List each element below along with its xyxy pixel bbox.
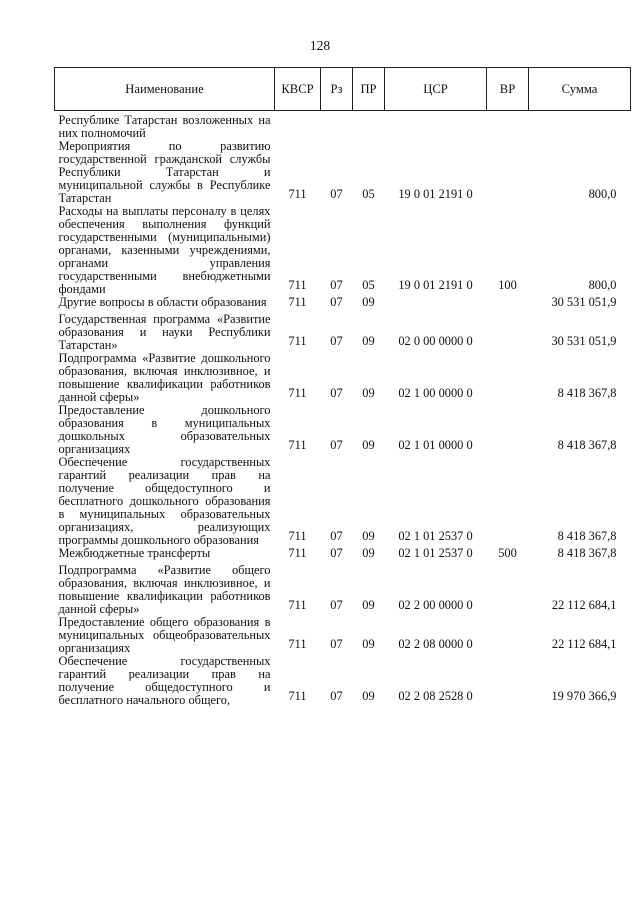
row-pr: 09 [362, 546, 375, 560]
row-pr: 05 [362, 278, 375, 292]
row-rz: 07 [330, 438, 343, 452]
row-pr: 09 [362, 295, 375, 309]
table-row [55, 564, 631, 616]
row-name: Обеспечение государственных гарантий реализации прав на получение общедоступного и бесплатного начального общего, [58, 654, 271, 707]
row-sum: 30 531 051,9 [551, 295, 617, 309]
row-name: Государственная программа «Развитие образования и науки Республики Татарстан» [58, 312, 271, 352]
row-rz: 07 [330, 334, 343, 348]
row-rz: 07 [330, 637, 343, 651]
row-pr [353, 111, 385, 141]
row-kvsr: 711 [288, 187, 307, 201]
row-csr: 02 1 00 0000 0 [398, 386, 473, 400]
table-row [55, 655, 631, 707]
row-sum: 22 112 684,1 [551, 637, 617, 651]
table-header [55, 68, 631, 111]
column-header-name: Наименование [55, 68, 275, 111]
row-name: Мероприятия по развитию государственной гражданской службы Республики Татарстан и муниципальной службы в Республике Татарстан [58, 139, 271, 205]
row-pr: 05 [362, 187, 375, 201]
row-rz [321, 111, 353, 141]
column-header-sum: Сумма [529, 68, 631, 111]
table-row [55, 616, 631, 655]
row-vr [487, 111, 529, 141]
row-sum: 8 418 367,8 [557, 386, 617, 400]
row-sum: 22 112 684,1 [551, 598, 617, 612]
row-kvsr: 711 [288, 386, 307, 400]
row-rz: 07 [330, 546, 343, 560]
column-header-kvsr: КВСР [275, 68, 321, 111]
row-sum: 19 970 366,9 [551, 689, 617, 703]
row-sum: 800,0 [588, 187, 617, 201]
page-number: 128 [309, 38, 331, 53]
row-csr [385, 296, 487, 313]
row-rz: 07 [330, 689, 343, 703]
row-csr: 02 1 01 2537 0 [398, 529, 473, 543]
row-pr: 09 [362, 386, 375, 400]
table-body [55, 111, 631, 708]
table-row [55, 205, 631, 296]
row-vr [487, 140, 529, 205]
table-row [55, 140, 631, 205]
table-row [55, 111, 631, 141]
row-rz: 07 [330, 598, 343, 612]
row-sum: 8 418 367,8 [557, 438, 617, 452]
row-kvsr: 711 [288, 546, 307, 560]
row-csr: 02 1 01 0000 0 [398, 438, 473, 452]
row-sum [529, 111, 631, 141]
row-vr: 100 [498, 278, 517, 292]
row-pr: 09 [362, 689, 375, 703]
row-name: Республике Татарстан возложенных на них полномочий [58, 113, 271, 140]
column-header-vr: ВР [487, 68, 529, 111]
row-csr [385, 111, 487, 141]
row-rz: 07 [330, 295, 343, 309]
row-vr [487, 456, 529, 547]
row-kvsr: 711 [288, 529, 307, 543]
table-row [55, 313, 631, 352]
row-csr: 02 2 08 0000 0 [398, 637, 473, 651]
row-vr [487, 616, 529, 655]
row-csr: 02 1 01 2537 0 [398, 546, 473, 560]
row-pr: 09 [362, 334, 375, 348]
row-vr [487, 352, 529, 404]
row-pr: 09 [362, 637, 375, 651]
column-header-pr: ПР [353, 68, 385, 111]
budget-table [54, 67, 631, 707]
row-name: Подпрограмма «Развитие дошкольного образования, включая инклюзивное, и повышение квалификации работников данной сферы» [58, 351, 271, 404]
row-name: Обеспечение государственных гарантий реализации прав на получение общедоступного и бесплатного дошкольного образования в муниципальных образовательных организациях, реализующих программы дошкольного образования [58, 455, 271, 547]
table-row [55, 404, 631, 456]
row-pr: 09 [362, 438, 375, 452]
row-kvsr: 711 [288, 637, 307, 651]
row-name: Другие вопросы в области образования [58, 295, 267, 309]
row-kvsr: 711 [288, 689, 307, 703]
row-vr: 500 [498, 546, 517, 560]
row-sum: 8 418 367,8 [557, 546, 617, 560]
column-header-rz: Рз [321, 68, 353, 111]
table-row [55, 296, 631, 313]
row-name: Предоставление дошкольного образования в муниципальных дошкольных образовательных организациях [58, 403, 271, 456]
row-csr: 19 0 01 2191 0 [398, 187, 473, 201]
table-row [55, 547, 631, 564]
row-name: Предоставление общего образования в муниципальных общеобразовательных организациях [58, 615, 271, 655]
row-rz: 07 [330, 278, 343, 292]
row-sum: 30 531 051,9 [551, 334, 617, 348]
row-csr: 02 2 08 2528 0 [398, 689, 473, 703]
row-pr: 09 [362, 598, 375, 612]
row-vr [487, 655, 529, 707]
row-name: Расходы на выплаты персоналу в целях обеспечения выполнения функций государственными (муниципальными) органами, казенными учреждениями, органами управления государственными внебюджетными фондами [58, 204, 271, 296]
row-sum: 8 418 367,8 [557, 529, 617, 543]
row-kvsr: 711 [288, 334, 307, 348]
row-kvsr: 711 [288, 598, 307, 612]
row-name: Подпрограмма «Развитие общего образования, включая инклюзивное, и повышение квалификации работников данной сферы» [58, 563, 271, 616]
row-rz: 07 [330, 187, 343, 201]
row-csr: 02 2 00 0000 0 [398, 598, 473, 612]
row-vr [487, 404, 529, 456]
row-sum: 800,0 [588, 278, 617, 292]
table-row [55, 456, 631, 547]
table-row [55, 352, 631, 404]
row-kvsr: 711 [288, 295, 307, 309]
row-vr [487, 564, 529, 616]
row-rz: 07 [330, 386, 343, 400]
row-vr [487, 313, 529, 352]
row-kvsr: 711 [288, 278, 307, 292]
row-vr [487, 296, 529, 313]
row-csr: 19 0 01 2191 0 [398, 278, 473, 292]
row-pr: 09 [362, 529, 375, 543]
row-kvsr: 711 [288, 438, 307, 452]
row-name: Межбюджетные трансферты [58, 546, 211, 560]
row-rz: 07 [330, 529, 343, 543]
row-kvsr [275, 111, 321, 141]
column-header-csr: ЦСР [385, 68, 487, 111]
row-csr: 02 0 00 0000 0 [398, 334, 473, 348]
